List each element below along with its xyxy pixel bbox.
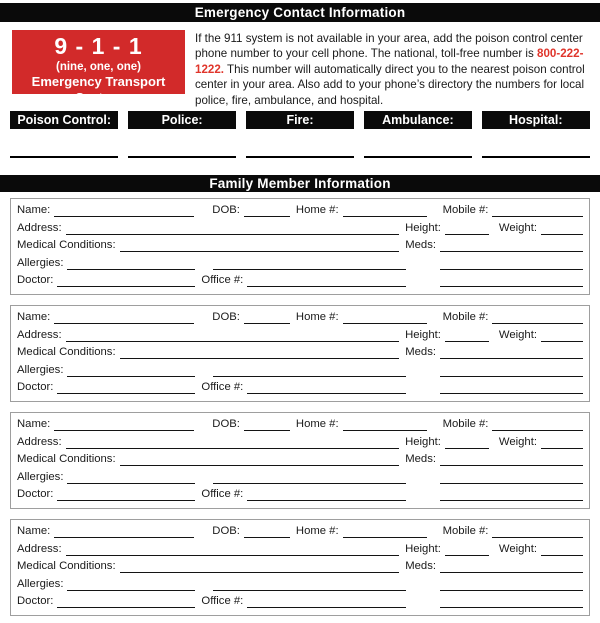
office-phone-label: Office #: xyxy=(201,274,244,287)
mobile-phone-input-line[interactable] xyxy=(492,428,583,431)
allergies-input-line[interactable] xyxy=(67,588,195,591)
meds-input-line[interactable] xyxy=(440,356,583,359)
address-label: Address: xyxy=(17,435,62,448)
address-label: Address: xyxy=(17,542,62,555)
medical-row xyxy=(17,453,583,466)
dob-label: DOB: xyxy=(212,418,240,431)
name-row xyxy=(17,418,583,431)
fire-label: Fire: xyxy=(246,111,354,129)
allergies-extra-input-line[interactable] xyxy=(213,374,406,377)
emergency-contact-header-bar xyxy=(0,3,600,22)
height-input-line[interactable] xyxy=(445,553,489,556)
ambulance-input-line[interactable] xyxy=(364,132,472,158)
meds-extra-input-line-1[interactable] xyxy=(440,588,583,591)
allergies-input-line[interactable] xyxy=(67,481,195,484)
allergies-extra-input-line[interactable] xyxy=(213,588,406,591)
address-label: Address: xyxy=(17,328,62,341)
doctor-label: Doctor: xyxy=(17,488,54,501)
allergies-extra-input-line[interactable] xyxy=(213,267,406,270)
home-phone-label: Home #: xyxy=(295,204,339,217)
paragraph-before-phone: If the 911 system is not available in your area, add the poison control center phone number to your cell phone. The national, toll-free number is xyxy=(195,32,583,61)
allergies-extra-input-line[interactable] xyxy=(213,481,406,484)
meds-label: Meds: xyxy=(405,346,436,359)
meds-input-line[interactable] xyxy=(440,249,583,252)
weight-label: Weight: xyxy=(498,542,537,555)
dob-input-line[interactable] xyxy=(244,428,290,431)
name-row xyxy=(17,311,583,324)
family-member-card xyxy=(10,519,590,616)
family-member-card xyxy=(10,412,590,509)
medical-conditions-label: Medical Conditions: xyxy=(17,239,116,252)
meds-input-line[interactable] xyxy=(440,570,583,573)
family-member-header-bar xyxy=(0,175,600,192)
meds-input-line[interactable] xyxy=(440,463,583,466)
home-phone-input-line[interactable] xyxy=(343,321,427,324)
name-row xyxy=(17,525,583,538)
meds-label: Meds: xyxy=(405,239,436,252)
family-member-title: Family Member Information xyxy=(209,176,391,192)
meds-extra-input-line-2[interactable] xyxy=(440,498,583,501)
address-input-line[interactable] xyxy=(66,232,400,235)
weight-input-line[interactable] xyxy=(541,232,583,235)
dob-label: DOB: xyxy=(212,311,240,324)
weight-input-line[interactable] xyxy=(541,553,583,556)
weight-label: Weight: xyxy=(498,435,537,448)
name-input-line[interactable] xyxy=(54,535,194,538)
home-phone-input-line[interactable] xyxy=(343,428,427,431)
medical-row xyxy=(17,560,583,573)
allergies-row xyxy=(17,257,583,270)
address-row xyxy=(17,329,583,342)
weight-input-line[interactable] xyxy=(541,446,583,449)
allergies-input-line[interactable] xyxy=(67,267,195,270)
mobile-phone-input-line[interactable] xyxy=(492,535,583,538)
name-label: Name: xyxy=(17,525,51,538)
office-phone-input-line[interactable] xyxy=(247,605,406,608)
meds-extra-input-line-2[interactable] xyxy=(440,284,583,287)
doctor-input-line[interactable] xyxy=(57,391,195,394)
home-phone-input-line[interactable] xyxy=(343,535,427,538)
dob-input-line[interactable] xyxy=(244,321,290,324)
address-input-line[interactable] xyxy=(66,553,400,556)
meds-label: Meds: xyxy=(405,453,436,466)
height-label: Height: xyxy=(405,542,441,555)
height-input-line[interactable] xyxy=(445,446,489,449)
name-row xyxy=(17,204,583,217)
name-input-line[interactable] xyxy=(54,428,194,431)
fire-input-line[interactable] xyxy=(246,132,354,158)
intro-section xyxy=(12,30,588,108)
medical-conditions-label: Medical Conditions: xyxy=(17,560,116,573)
family-member-card xyxy=(10,198,590,295)
doctor-input-line[interactable] xyxy=(57,605,195,608)
address-row xyxy=(17,436,583,449)
mobile-phone-input-line[interactable] xyxy=(492,321,583,324)
call-number: 9 - 1 - 1 xyxy=(54,33,143,59)
dob-input-line[interactable] xyxy=(244,214,290,217)
office-phone-label: Office #: xyxy=(201,381,244,394)
meds-extra-input-line-1[interactable] xyxy=(440,481,583,484)
meds-extra-input-line-1[interactable] xyxy=(440,374,583,377)
call-number-words: (nine, one, one) xyxy=(56,61,141,73)
medical-conditions-input-line[interactable] xyxy=(120,249,400,252)
doctor-label: Doctor: xyxy=(17,595,54,608)
height-label: Height: xyxy=(405,435,441,448)
doctor-input-line[interactable] xyxy=(57,284,195,287)
doctor-row xyxy=(17,488,583,501)
height-label: Height: xyxy=(405,221,441,234)
height-input-line[interactable] xyxy=(445,339,489,342)
paragraph-after-phone: This number will automatically direct you to the nearest poison control center in your area. Also add to your phone’s directory the numbers for local police, fire, ambulance, and hospital. xyxy=(195,62,585,107)
meds-label: Meds: xyxy=(405,560,436,573)
family-cards xyxy=(10,198,590,616)
doctor-label: Doctor: xyxy=(17,274,54,287)
name-label: Name: xyxy=(17,418,51,431)
address-input-line[interactable] xyxy=(66,339,400,342)
meds-extra-input-line-2[interactable] xyxy=(440,391,583,394)
meds-extra-input-line-1[interactable] xyxy=(440,267,583,270)
medical-conditions-label: Medical Conditions: xyxy=(17,453,116,466)
allergies-row xyxy=(17,578,583,591)
doctor-row xyxy=(17,595,583,608)
emergency-number-labels-row xyxy=(10,111,590,129)
medical-conditions-input-line[interactable] xyxy=(120,463,400,466)
office-phone-input-line[interactable] xyxy=(247,498,406,501)
name-label: Name: xyxy=(17,204,51,217)
mobile-phone-label: Mobile #: xyxy=(442,311,489,324)
allergies-input-line[interactable] xyxy=(67,374,195,377)
mobile-phone-input-line[interactable] xyxy=(492,214,583,217)
name-input-line[interactable] xyxy=(54,321,194,324)
dob-input-line[interactable] xyxy=(244,535,290,538)
home-phone-label: Home #: xyxy=(295,418,339,431)
allergies-label: Allergies: xyxy=(17,363,64,376)
address-row xyxy=(17,543,583,556)
call-911-box xyxy=(12,30,185,105)
office-phone-label: Office #: xyxy=(201,595,244,608)
doctor-row xyxy=(17,381,583,394)
hospital-label: Hospital: xyxy=(482,111,590,129)
doctor-row xyxy=(17,274,583,287)
medical-conditions-input-line[interactable] xyxy=(120,570,400,573)
police-input-line[interactable] xyxy=(128,132,236,158)
mobile-phone-label: Mobile #: xyxy=(442,204,489,217)
home-phone-label: Home #: xyxy=(295,525,339,538)
allergies-label: Allergies: xyxy=(17,577,64,590)
office-phone-input-line[interactable] xyxy=(247,284,406,287)
address-label: Address: xyxy=(17,221,62,234)
name-label: Name: xyxy=(17,311,51,324)
allergies-row xyxy=(17,364,583,377)
police-label: Police: xyxy=(128,111,236,129)
address-input-line[interactable] xyxy=(66,446,400,449)
hospital-input-line[interactable] xyxy=(482,132,590,158)
family-member-card xyxy=(10,305,590,402)
home-phone-label: Home #: xyxy=(295,311,339,324)
doctor-input-line[interactable] xyxy=(57,498,195,501)
allergies-label: Allergies: xyxy=(17,470,64,483)
address-row xyxy=(17,222,583,235)
weight-input-line[interactable] xyxy=(541,339,583,342)
allergies-label: Allergies: xyxy=(17,256,64,269)
weight-label: Weight: xyxy=(498,221,537,234)
dob-label: DOB: xyxy=(212,204,240,217)
office-phone-label: Office #: xyxy=(201,488,244,501)
poison-control-input-line[interactable] xyxy=(10,132,118,158)
mobile-phone-label: Mobile #: xyxy=(442,525,489,538)
height-input-line[interactable] xyxy=(445,232,489,235)
doctor-label: Doctor: xyxy=(17,381,54,394)
mobile-phone-label: Mobile #: xyxy=(442,418,489,431)
medical-conditions-label: Medical Conditions: xyxy=(17,346,116,359)
ambulance-label: Ambulance: xyxy=(364,111,472,129)
poison-control-paragraph xyxy=(195,31,588,108)
poison-control-label: Poison Control: xyxy=(10,111,118,129)
meds-extra-input-line-2[interactable] xyxy=(440,605,583,608)
height-label: Height: xyxy=(405,328,441,341)
allergies-row xyxy=(17,471,583,484)
home-phone-input-line[interactable] xyxy=(343,214,427,217)
medical-conditions-input-line[interactable] xyxy=(120,356,400,359)
call-caption: Emergency Transport System xyxy=(31,74,166,105)
office-phone-input-line[interactable] xyxy=(247,391,406,394)
medical-row xyxy=(17,239,583,252)
dob-label: DOB: xyxy=(212,525,240,538)
poison-control-phone-number: 800-222-1222. xyxy=(195,47,584,76)
emergency-number-lines-row xyxy=(10,132,590,158)
emergency-contact-title: Emergency Contact Information xyxy=(194,5,406,20)
medical-row xyxy=(17,346,583,359)
weight-label: Weight: xyxy=(498,328,537,341)
name-input-line[interactable] xyxy=(54,214,194,217)
